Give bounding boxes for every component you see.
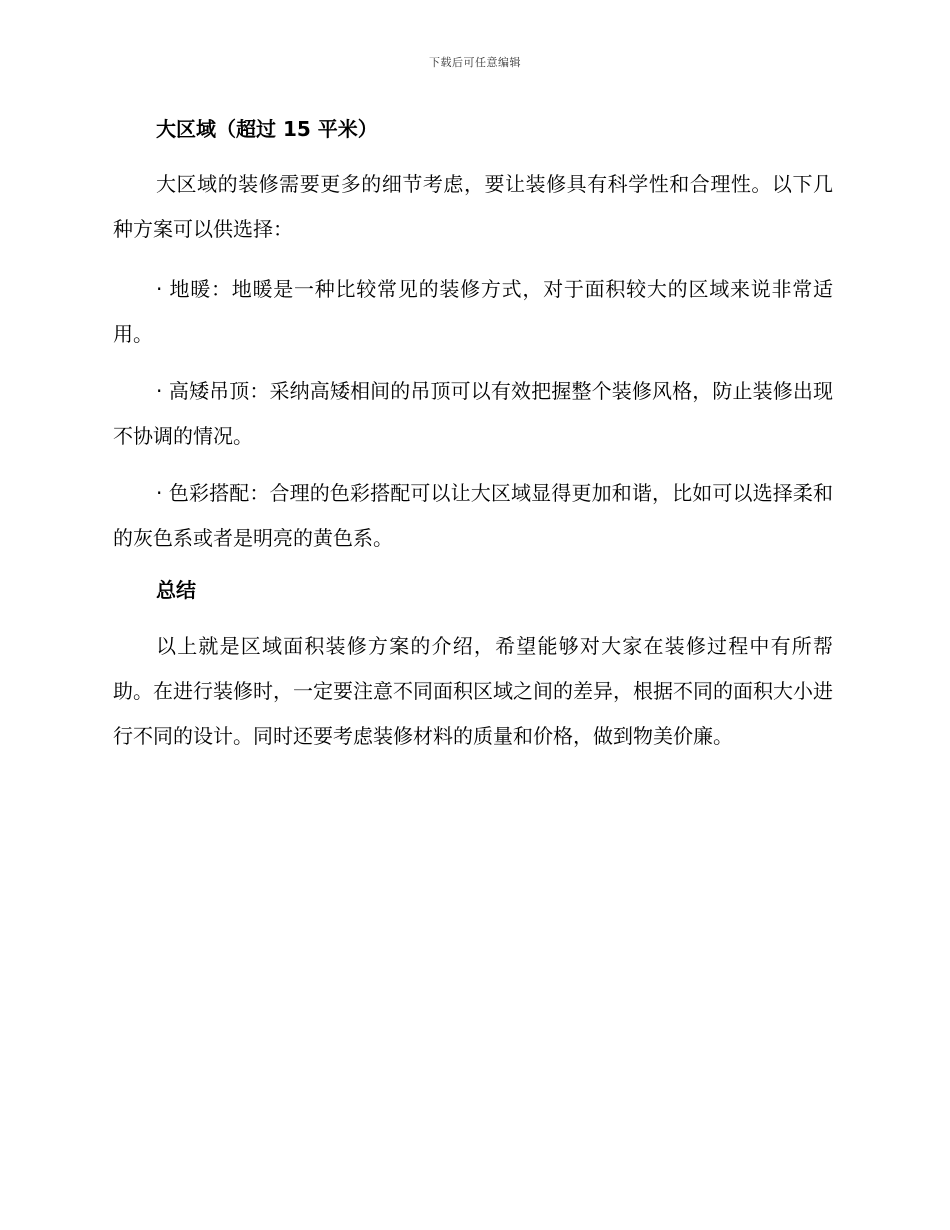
list-item-color-matching: · 色彩搭配：合理的色彩搭配可以让大区域显得更加和谐，比如可以选择柔和的灰色系或者是明亮的黄色系。 (113, 481, 833, 550)
list-item-ceiling: · 高矮吊顶：采纳高矮相间的吊顶可以有效把握整个装修风格，防止装修出现不协调的情况。 (113, 379, 833, 448)
section-intro-paragraph: 大区域的装修需要更多的细节考虑，要让装修具有科学性和合理性。以下几种方案可以供选择： (113, 172, 833, 241)
section-heading-summary: 总结 (156, 578, 196, 602)
list-item-floor-heating: · 地暖：地暖是一种比较常见的装修方式，对于面积较大的区域来说非常适用。 (113, 277, 833, 346)
header-note: 下载后可任意编辑 (429, 56, 521, 69)
document-body (113, 112, 833, 759)
summary-paragraph: 以上就是区域面积装修方案的介绍，希望能够对大家在装修过程中有所帮助。在进行装修时，一定要注意不同面积区域之间的差异，根据不同的面积大小进行不同的设计。同时还要考虑装修材料的质量和价格，做到物美价廉。 (113, 634, 833, 748)
section-heading-large-area: 大区域（超过 15 平米） (156, 117, 378, 141)
